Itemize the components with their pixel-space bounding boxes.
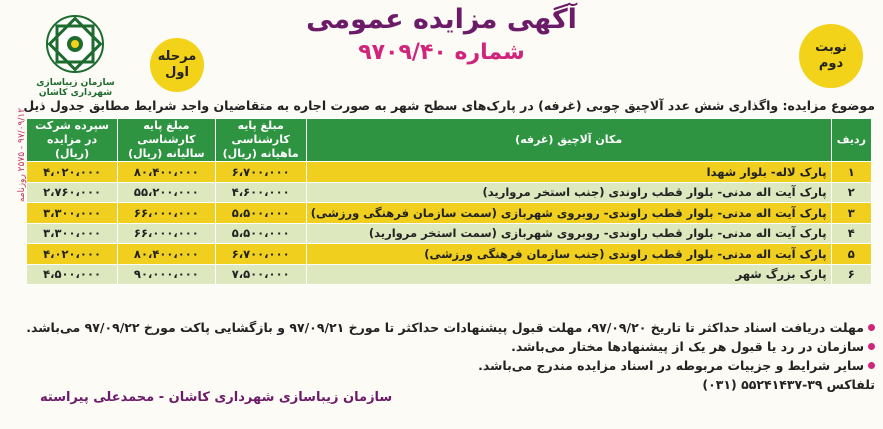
note-deadline <box>15 318 875 337</box>
row-monthly: ۵،۵۰۰،۰۰۰ <box>215 223 306 244</box>
notice-number-label: شماره <box>454 40 525 65</box>
logo-emblem-icon <box>28 12 123 78</box>
row-index: ۶ <box>831 264 871 285</box>
subject-text: واگذاری شش عدد آلاچیق چوبی (غرفه) در پارک‌های سطح شهر به صورت اجاره به متقاضیان واجد شرایط مطابق جدول ذیل <box>23 98 779 113</box>
rejection-text: سازمان در رد یا قبول هر یک از پیشنهادها مختار می‌باشد. <box>511 339 864 354</box>
header-index: ردیف <box>831 119 871 162</box>
bullet-icon <box>868 343 875 350</box>
publication-code: ۹۷/۰۹/۱۲ - ۲۵۷۵ روزنامه <box>17 107 27 203</box>
organization-logo <box>28 12 123 97</box>
phone-label: تلفاکس <box>826 377 875 392</box>
table-row <box>27 162 872 183</box>
table-row <box>27 244 872 265</box>
row-location: پارک آیت اله مدنی- بلوار قطب راوندی (جنب سازمان فرهنگی ورزشی) <box>306 244 831 265</box>
stage-badge: مرحله اول <box>150 38 204 92</box>
deadline-text: حداکثر تا تاریخ ۹۷/۰۹/۲۰، مهلت قبول پیشنهادات حداکثر تا مورخ ۹۷/۰۹/۲۱ و بازگشایی پاکت مورخ ۹۷/۰۹/۲۲ می‌باشد. <box>26 320 740 335</box>
note-rejection <box>15 337 875 356</box>
row-index: ۱ <box>831 162 871 183</box>
notice-number <box>0 40 883 65</box>
round-badge: نوبت دوم <box>799 24 863 88</box>
notice-title: آگهی مزایده عمومی <box>306 4 577 35</box>
notice-number-value: ۹۷۰۹/۴۰ <box>358 40 447 65</box>
row-location: پارک آیت اله مدنی- بلوار قطب راوندی- روبروی شهربازی (سمت استخر مروارید) <box>306 223 831 244</box>
row-location: پارک بزرگ شهر <box>306 264 831 285</box>
row-annual: ۵۵،۲۰۰،۰۰۰ <box>118 182 216 203</box>
notes-section <box>15 318 875 394</box>
row-monthly: ۷،۵۰۰،۰۰۰ <box>215 264 306 285</box>
bullet-icon <box>868 324 875 331</box>
row-index: ۲ <box>831 182 871 203</box>
row-index: ۵ <box>831 244 871 265</box>
row-monthly: ۶،۷۰۰،۰۰۰ <box>215 244 306 265</box>
row-location: پارک آیت اله مدنی- بلوار قطب راوندی (جنب استخر مروارید) <box>306 182 831 203</box>
row-monthly: ۶،۷۰۰،۰۰۰ <box>215 162 306 183</box>
logo-caption: سازمان زیباسازی شهرداری کاشان <box>36 78 115 98</box>
table-row <box>27 182 872 203</box>
footer-organization: سازمان زیباسازی شهرداری کاشان - محمدعلی پیراسته <box>40 390 393 405</box>
row-annual: ۸۰،۴۰۰،۰۰۰ <box>118 244 216 265</box>
header-location: مکان آلاچیق (غرفه) <box>306 119 831 162</box>
deadline-label: مهلت دریافت اسناد <box>743 320 864 335</box>
subject-line <box>15 98 875 113</box>
header-monthly: مبلغ پایه کارشناسی ماهیانه (ریال) <box>215 119 306 162</box>
table-row <box>27 264 872 285</box>
subject-label: موضوع مزایده: <box>782 98 875 113</box>
row-deposit: ۴،۰۲۰،۰۰۰ <box>27 244 118 265</box>
row-annual: ۶۶،۰۰۰،۰۰۰ <box>118 223 216 244</box>
header-annual: مبلغ پایه کارشناسی سالیانه (ریال) <box>118 119 216 162</box>
bullet-icon <box>868 362 875 369</box>
phone-value: ۵۵۲۴۱۴۳۷-۳۹ (۰۳۱) <box>702 377 823 392</box>
row-location: پارک آیت اله مدنی- بلوار قطب راوندی- روبروی شهربازی (سمت سازمان فرهنگی ورزشی) <box>306 203 831 224</box>
row-deposit: ۳،۳۰۰،۰۰۰ <box>27 223 118 244</box>
row-deposit: ۴،۵۰۰،۰۰۰ <box>27 264 118 285</box>
header-deposit: سپرده شرکت در مزایده (ریال) <box>27 119 118 162</box>
row-location: پارک لاله- بلوار شهدا <box>306 162 831 183</box>
row-annual: ۹۰،۰۰۰،۰۰۰ <box>118 264 216 285</box>
note-other <box>15 356 875 375</box>
table-row <box>27 223 872 244</box>
row-annual: ۸۰،۴۰۰،۰۰۰ <box>118 162 216 183</box>
other-text: سایر شرایط و جزییات مربوطه در اسناد مزایده مندرج می‌باشد. <box>478 358 864 373</box>
row-index: ۳ <box>831 203 871 224</box>
row-annual: ۶۶،۰۰۰،۰۰۰ <box>118 203 216 224</box>
row-deposit: ۲،۷۶۰،۰۰۰ <box>27 182 118 203</box>
table-row <box>27 203 872 224</box>
row-deposit: ۳،۳۰۰،۰۰۰ <box>27 203 118 224</box>
table-header-row <box>27 119 872 162</box>
row-deposit: ۴،۰۲۰،۰۰۰ <box>27 162 118 183</box>
row-monthly: ۴،۶۰۰،۰۰۰ <box>215 182 306 203</box>
row-monthly: ۵،۵۰۰،۰۰۰ <box>215 203 306 224</box>
row-index: ۴ <box>831 223 871 244</box>
items-table <box>26 118 872 285</box>
